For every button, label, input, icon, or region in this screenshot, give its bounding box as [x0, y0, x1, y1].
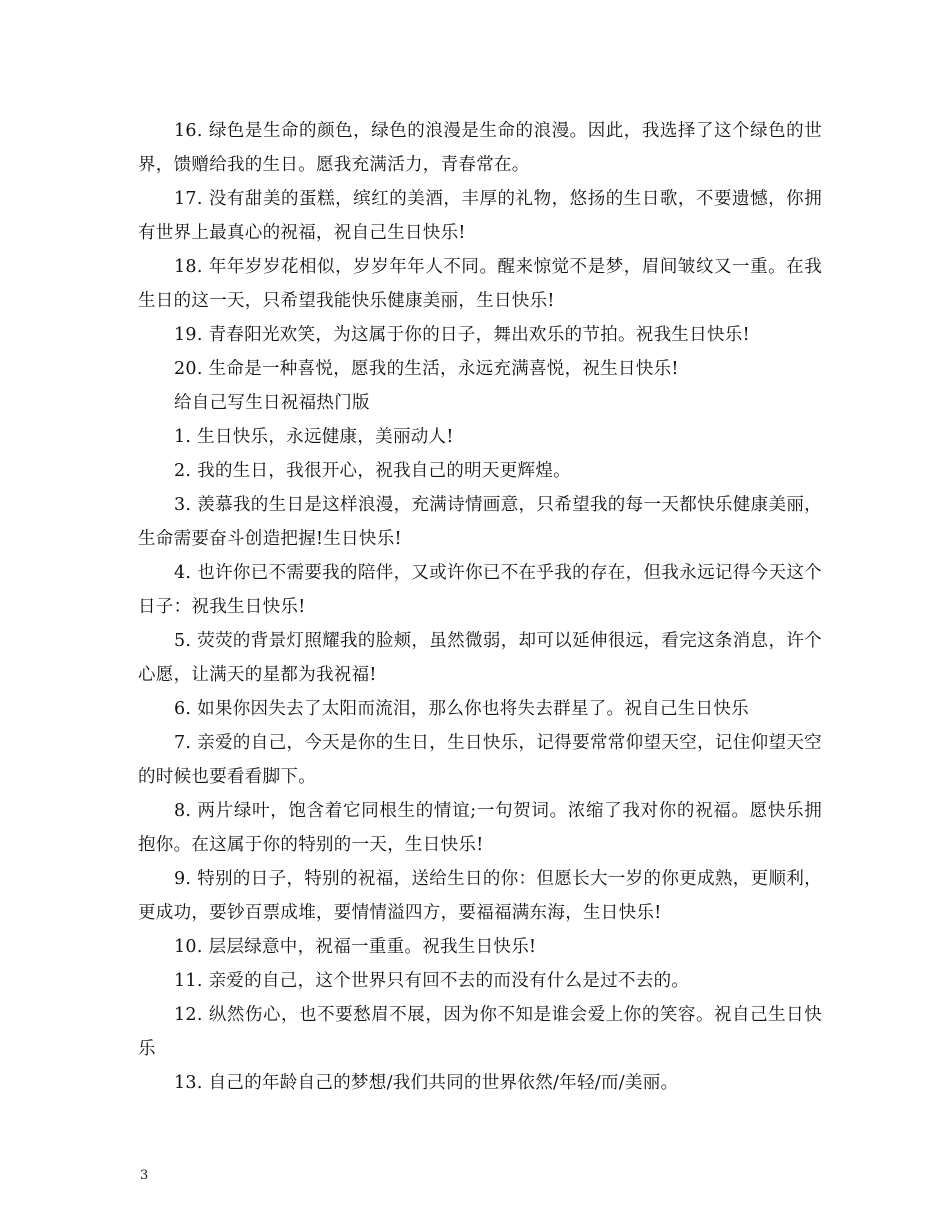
paragraph-6: 6. 如果你因失去了太阳而流泪，那么你也将失去群星了。祝自己生日快乐 — [174, 699, 749, 719]
section-heading: 给自己写生日祝福热门版 — [174, 393, 370, 413]
paragraph-2: 2. 我的生日，我很开心，祝我自己的明天更辉煌。 — [174, 461, 571, 481]
paragraph-18: 18. 年年岁岁花相似，岁岁年年人不同。醒来惊觉不是梦，眉间皱纹又一重。在我生日的这一天，只希望我能快乐健康美丽，生日快乐! — [138, 257, 822, 311]
paragraph-5: 5. 荧荧的背景灯照耀我的脸颊，虽然微弱，却可以延伸很远，看完这条消息，许个心愿，让满天的星都为我祝福! — [138, 631, 822, 685]
paragraph-1: 1. 生日快乐，永远健康，美丽动人! — [174, 427, 454, 447]
paragraph-10: 10. 层层绿意中，祝福一重重。祝我生日快乐! — [174, 937, 537, 957]
paragraph-3: 3. 羡慕我的生日是这样浪漫，充满诗情画意，只希望我的每一天都快乐健康美丽，生命需要奋斗创造把握!生日快乐! — [138, 495, 822, 549]
paragraph-20: 20. 生命是一种喜悦，愿我的生活，永远充满喜悦，祝生日快乐! — [174, 359, 679, 379]
document-body — [138, 114, 822, 1100]
paragraph-9: 9. 特别的日子，特别的祝福，送给生日的你：但愿长大一岁的你更成熟，更顺利，更成功，要钞百票成堆，要情情溢四方，要福福满东海，生日快乐! — [138, 869, 822, 923]
paragraph-7: 7. 亲爱的自己，今天是你的生日，生日快乐，记得要常常仰望天空，记住仰望天空的时候也要看看脚下。 — [138, 733, 822, 787]
paragraph-12: 12. 纵然伤心，也不要愁眉不展，因为你不知是谁会爱上你的笑容。祝自己生日快乐 — [138, 1005, 822, 1059]
paragraph-19: 19. 青春阳光欢笑，为这属于你的日子，舞出欢乐的节拍。祝我生日快乐! — [174, 325, 750, 345]
paragraph-17: 17. 没有甜美的蛋糕，缤红的美酒，丰厚的礼物，悠扬的生日歌，不要遗憾，你拥有世界上最真心的祝福，祝自己生日快乐! — [138, 189, 822, 243]
page-number: 3 — [140, 1168, 149, 1183]
paragraph-16: 16. 绿色是生命的颜色，绿色的浪漫是生命的浪漫。因此，我选择了这个绿色的世界，馈赠给我的生日。愿我充满活力，青春常在。 — [138, 121, 822, 175]
paragraph-4: 4. 也许你已不需要我的陪伴，又或许你已不在乎我的存在，但我永远记得今天这个日子：祝我生日快乐! — [138, 563, 822, 617]
paragraph-13: 13. 自己的年龄自己的梦想/我们共同的世界依然/年轻/而/美丽。 — [174, 1073, 679, 1093]
paragraph-8: 8. 两片绿叶，饱含着它同根生的情谊;一句贺词。浓缩了我对你的祝福。愿快乐拥抱你。在这属于你的特别的一天，生日快乐! — [138, 801, 822, 855]
paragraph-11: 11. 亲爱的自己，这个世界只有回不去的而没有什么是过不去的。 — [174, 971, 690, 991]
